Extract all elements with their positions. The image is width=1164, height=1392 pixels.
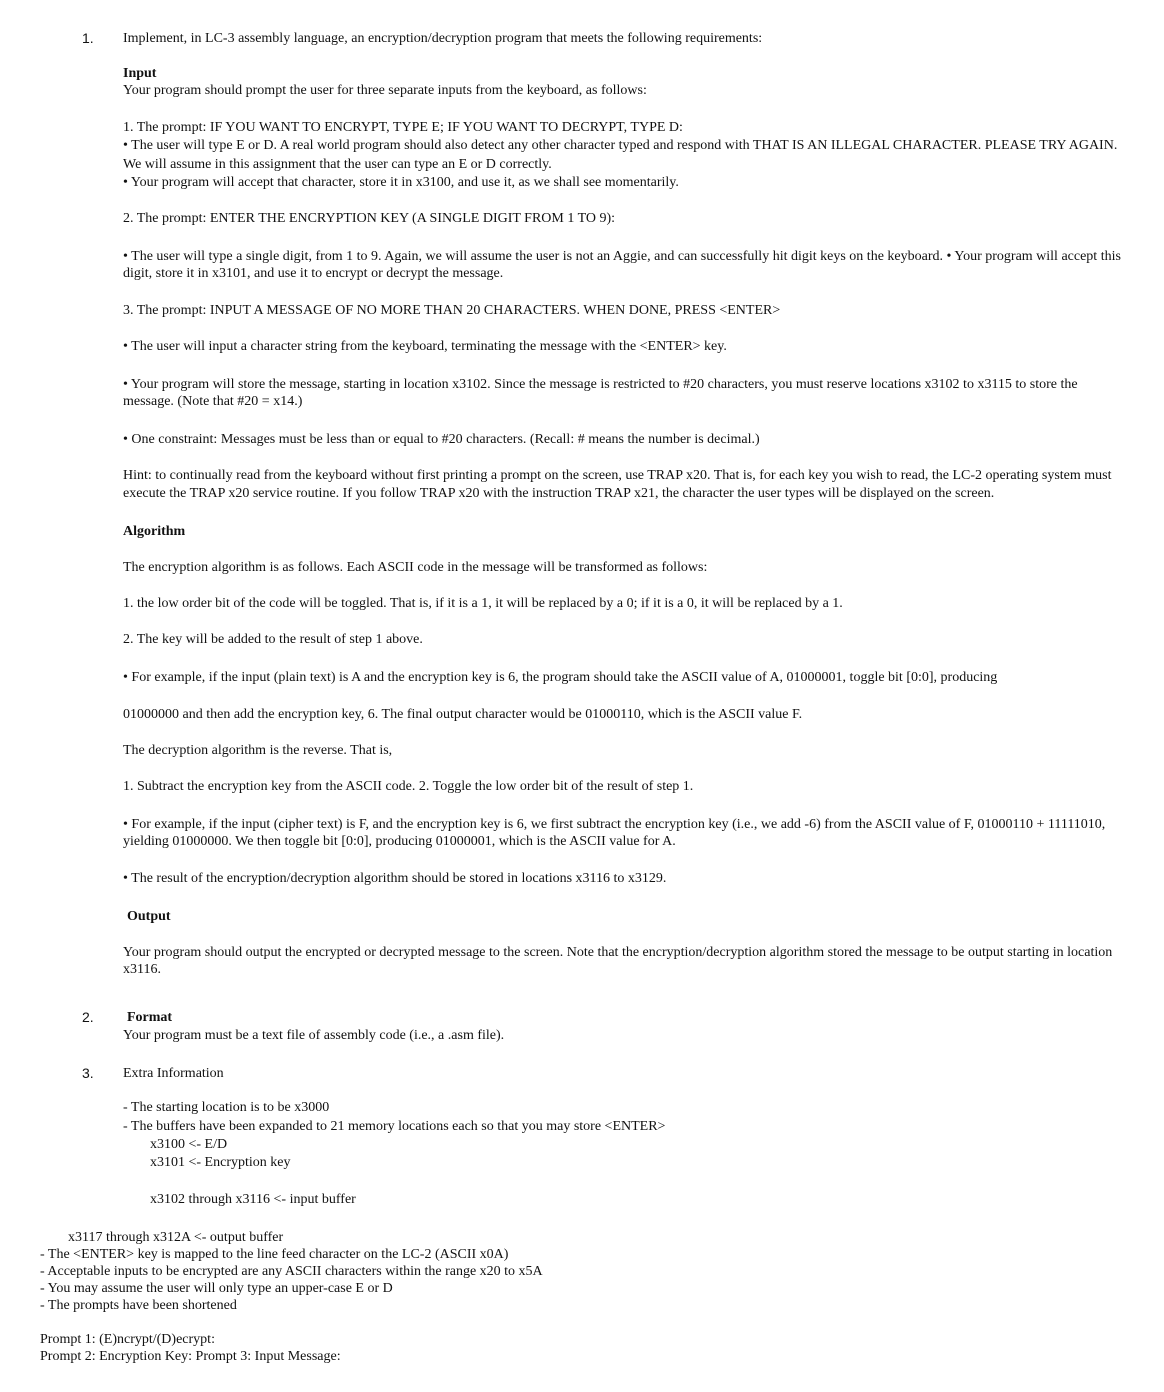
prompt-3-bullet-2a: • Your program will store the message, starting in location x3102. Since the message is restricted to #20 characters, you must reserve locations x3102 to x3115 to store the <box>123 377 1078 392</box>
item-2-number: 2. <box>82 1009 94 1025</box>
buffers-note: - The buffers have been expanded to 21 memory locations each so that you may store <ENTER> <box>123 1119 666 1134</box>
algorithm-step-2: 2. The key will be added to the result of step 1 above. <box>123 632 423 647</box>
prompt-3-bullet-1: • The user will input a character string from the keyboard, terminating the message with the <ENTER> key. <box>123 339 727 354</box>
result-note: • The result of the encryption/decryption algorithm should be stored in locations x3116 to x3129. <box>123 871 667 886</box>
algorithm-intro: The encryption algorithm is as follows. Each ASCII code in the message will be transformed as follows: <box>123 560 708 575</box>
prompt-3-bullet-3: • One constraint: Messages must be less than or equal to #20 characters. (Recall: # means the number is decimal.) <box>123 432 760 447</box>
memory-input-buffer: x3102 through x3116 <- input buffer <box>150 1192 356 1207</box>
hint-line-a: Hint: to continually read from the keyboard without first printing a prompt on the screen, use TRAP x20. That is, for each key you wish to read, the LC-2 operating system must <box>123 468 1112 483</box>
hint-line-b: execute the TRAP x20 service routine. If you follow TRAP x20 with the instruction TRAP x21, the character the user types will be displayed on the screen. <box>123 486 995 501</box>
memory-output-buffer: x3117 through x312A <- output buffer <box>68 1230 284 1245</box>
prompts-shortened: - The prompts have been shortened <box>40 1298 237 1313</box>
input-heading: Input <box>123 66 157 81</box>
input-intro: Your program should prompt the user for three separate inputs from the keyboard, as follows: <box>123 83 647 98</box>
prompt-2-3-label: Prompt 2: Encryption Key: Prompt 3: Input Message: <box>40 1349 341 1364</box>
prompt-1-bullet-1b: We will assume in this assignment that the user can type an E or D correctly. <box>123 157 552 172</box>
prompt-3-bullet-2b: message. (Note that #20 = x14.) <box>123 394 303 409</box>
decryption-example-a: • For example, if the input (cipher text) is F, and the encryption key is 6, we first subtract the encryption key (i.e., we add -6) from the ASCII value of F, 01000110 + 11111010, <box>123 817 1106 832</box>
prompt-1-bullet-2: • Your program will accept that character, store it in x3100, and use it, as we shall see momentarily. <box>123 175 679 190</box>
algorithm-example-b: 01000000 and then add the encryption key, 6. The final output character would be 01000110, which is the ASCII value F. <box>123 707 803 722</box>
format-heading: Format <box>127 1010 173 1025</box>
output-text-b: x3116. <box>123 962 161 977</box>
prompt-2: 2. The prompt: ENTER THE ENCRYPTION KEY (A SINGLE DIGIT FROM 1 TO 9): <box>123 211 616 226</box>
item-1-number: 1. <box>82 30 94 46</box>
item-3-number: 3. <box>82 1065 94 1081</box>
memory-key: x3101 <- Encryption key <box>150 1155 291 1170</box>
output-heading: Output <box>127 909 171 924</box>
prompt-1-bullet-1a: • The user will type E or D. A real world program should also detect any other character typed and respond with THAT IS AN ILLEGAL CHARACTER. PLEASE TRY AGAIN. <box>123 138 1118 153</box>
prompt-2-bullet-1a: • The user will type a single digit, from 1 to 9. Again, we will assume the user is not an Aggie, and can successfully hit digit keys on the keyboard. • Your program will accept this <box>123 249 1121 264</box>
acceptable-inputs: - Acceptable inputs to be encrypted are any ASCII characters within the range x20 to x5A <box>40 1264 543 1279</box>
memory-ed: x3100 <- E/D <box>150 1137 228 1152</box>
decryption-example-b: yielding 01000000. We then toggle bit [0:0], producing 01000001, which is the ASCII value for A. <box>123 834 676 849</box>
format-text: Your program must be a text file of assembly code (i.e., a .asm file). <box>123 1028 505 1043</box>
decryption-intro: The decryption algorithm is the reverse. That is, <box>123 743 393 758</box>
prompt-1: 1. The prompt: IF YOU WANT TO ENCRYPT, TYPE E; IF YOU WANT TO DECRYPT, TYPE D: <box>123 120 683 135</box>
item-1-intro: Implement, in LC-3 assembly language, an encryption/decryption program that meets the following requirements: <box>123 31 763 46</box>
enter-key-mapping: - The <ENTER> key is mapped to the line feed character on the LC-2 (ASCII x0A) <box>40 1247 509 1262</box>
output-text-a: Your program should output the encrypted or decrypted message to the screen. Note that the encryption/decryption algorithm stored the message to be output starting in location <box>123 945 1113 960</box>
assume-uppercase: - You may assume the user will only type an upper-case E or D <box>40 1281 393 1296</box>
extra-info-heading: Extra Information <box>123 1066 224 1081</box>
prompt-2-bullet-1b: digit, store it in x3101, and use it to encrypt or decrypt the message. <box>123 266 504 281</box>
algorithm-heading: Algorithm <box>123 524 186 539</box>
algorithm-example-a: • For example, if the input (plain text) is A and the encryption key is 6, the program should take the ASCII value of A, 01000001, toggle bit [0:0], producing <box>123 670 998 685</box>
prompt-1-label: Prompt 1: (E)ncrypt/(D)ecrypt: <box>40 1332 215 1347</box>
algorithm-step-1: 1. the low order bit of the code will be toggled. That is, if it is a 1, it will be replaced by a 0; if it is a 0, it will be replaced by a 1. <box>123 596 843 611</box>
prompt-3: 3. The prompt: INPUT A MESSAGE OF NO MORE THAN 20 CHARACTERS. WHEN DONE, PRESS <ENTER> <box>123 303 781 318</box>
decryption-steps: 1. Subtract the encryption key from the ASCII code. 2. Toggle the low order bit of the result of step 1. <box>123 779 694 794</box>
starting-location: - The starting location is to be x3000 <box>123 1100 330 1115</box>
